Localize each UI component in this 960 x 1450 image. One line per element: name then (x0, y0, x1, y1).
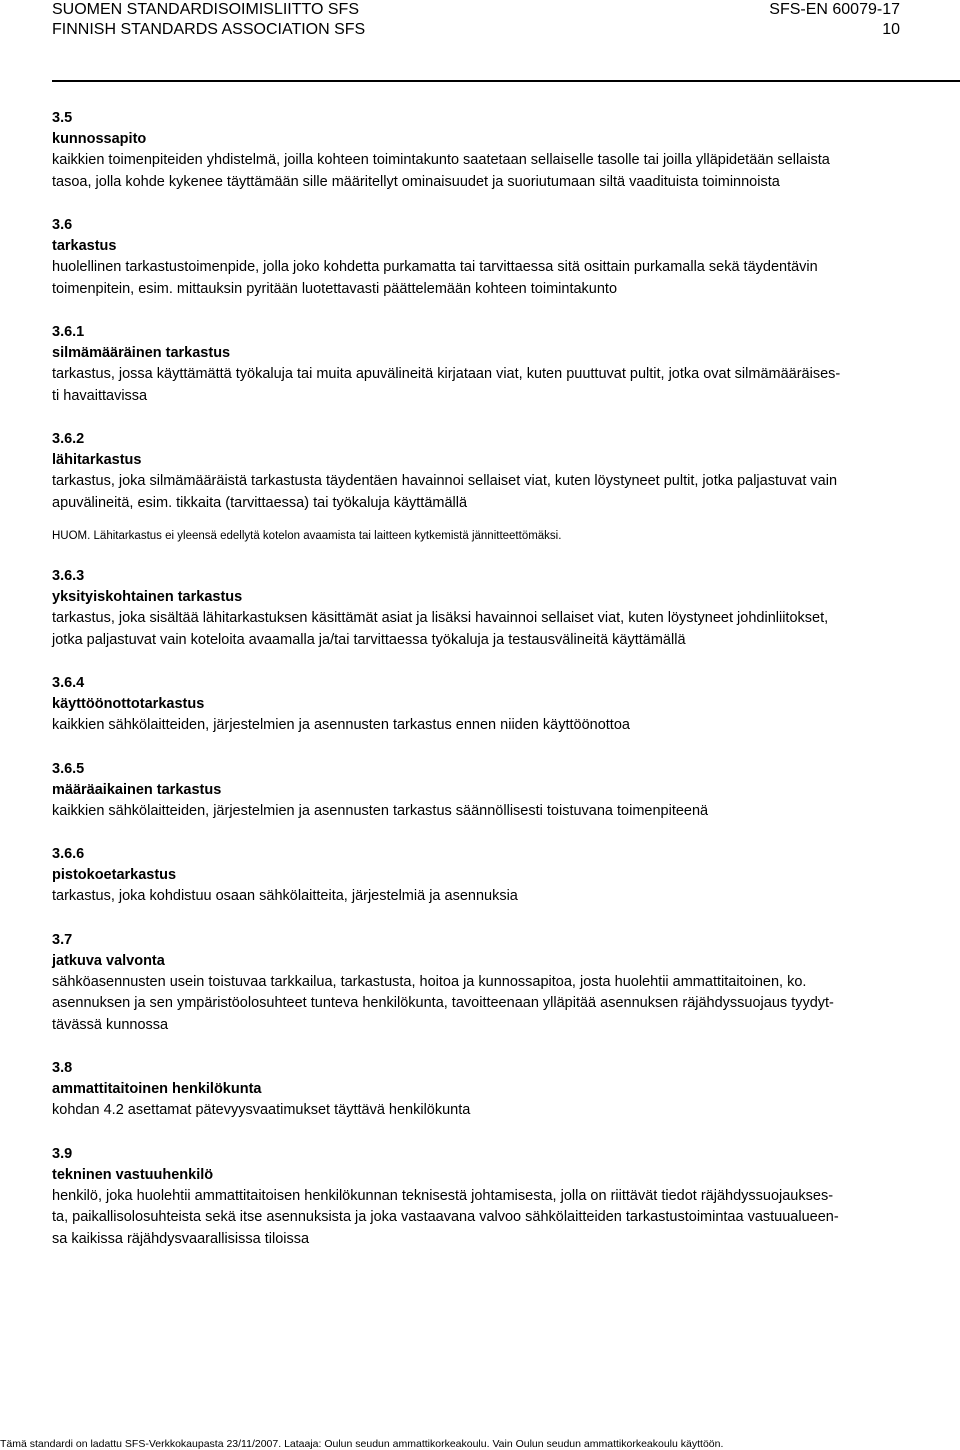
term-name: jatkuva valvonta (52, 952, 165, 969)
definition-line: ta, paikallisolosuhteista sekä itse asennuksista ja joka vastaavana valvoo sähkölaitteiden tarkastustoimintaa vastuualueen- (52, 1209, 839, 1225)
term-name: käyttöönottotarkastus (52, 696, 205, 712)
term-name: tarkastus (52, 238, 117, 254)
header-row-1 (52, 0, 900, 20)
definition-line: huolellinen tarkastustoimenpide, jolla joko kohdetta purkamatta tai tarvittaessa sitä osittain purkamalla sekä täydentävin (52, 259, 818, 275)
definition-line: sa kaikissa räjähdysvaarallisissa tiloissa (52, 1230, 310, 1247)
definition-line: toimenpitein, esim. mittauksin pyritään luotettavasti päättelemään kohteen toimintakunto (52, 280, 618, 297)
term-definition (52, 608, 958, 651)
definition-line: kaikkien toimenpiteiden yhdistelmä, joilla kohteen toimintakunto saatetaan sellaiselle tasolle tai joilla ylläpidetään sellaista (52, 152, 830, 168)
term-entry-3-9 (52, 1144, 958, 1251)
term-number: 3.9 (52, 1145, 73, 1162)
term-entry-3-6-1 (52, 322, 958, 407)
definition-line: kaikkien sähkölaitteiden, järjestelmien ja asennusten tarkastus ennen niiden käyttöönottoa (52, 717, 630, 733)
term-name: lähitarkastus (52, 452, 142, 468)
term-definition (52, 1100, 958, 1122)
term-number: 3.6 (52, 217, 73, 233)
document-body (52, 108, 958, 1272)
term-entry-3-5 (52, 108, 958, 193)
term-entry-3-6-6 (52, 844, 958, 908)
organization-name-en: FINNISH STANDARDS ASSOCIATION SFS (52, 21, 366, 38)
definition-line: tarkastus, joka kohdistuu osaan sähkölaitteita, järjestelmiä ja asennuksia (52, 888, 518, 904)
term-number: 3.6.6 (52, 846, 85, 862)
term-entry-3-6 (52, 215, 958, 300)
term-definition (52, 715, 958, 737)
definition-line: sähköasennusten usein toistuvaa tarkkailua, tarkastusta, hoitoa ja kunnossapitoa, josta huolehtii ammattitaitoinen, ko. (52, 973, 807, 990)
term-note: HUOM. Lähitarkastus ei yleensä edellytä kotelon avaamista tai laitteen kytkemistä jännitteettömäksi. (52, 530, 562, 542)
term-definition (52, 886, 958, 908)
term-number: 3.6.2 (52, 431, 85, 447)
download-footer: Tämä standardi on ladattu SFS-Verkkokaupasta 23/11/2007. Lataaja: Oulun seudun ammattikorkeakoulu. Vain Oulun seudun ammattikorkeakoulu käyttöön. (0, 1438, 724, 1450)
term-name: silmämääräinen tarkastus (52, 345, 231, 361)
term-entry-3-6-4 (52, 673, 958, 737)
term-definition (52, 801, 958, 823)
definition-line: ti havaittavissa (52, 387, 148, 404)
term-number: 3.7 (52, 931, 73, 948)
page-number: 10 (882, 21, 900, 38)
definition-line: tarkastus, jossa käyttämättä työkaluja tai muita apuvälineitä kirjataan viat, kuten puuttuvat pultit, jotka ovat silmämääräises- (52, 366, 841, 382)
term-name: kunnossapito (52, 131, 147, 147)
term-name: pistokoetarkastus (52, 867, 177, 883)
term-number: 3.8 (52, 1060, 73, 1076)
definition-line: jotka paljastuvat vain koteloita avaamalla ja/tai tarvittaessa työkaluja ja testausvälineitä käyttämällä (52, 631, 686, 648)
definition-line: apuvälineitä, esim. tikkaita (tarvittaessa) tai työkaluja käyttämällä (52, 494, 468, 511)
term-number: 3.6.4 (52, 675, 85, 691)
term-number: 3.6.5 (52, 760, 85, 777)
definition-line: tasoa, jolla kohde kykenee täyttämään sille määritellyt ominaisuudet ja suoriutumaan siltä vaadituista toiminnoista (52, 173, 780, 190)
term-definition (52, 471, 958, 514)
term-name: ammattitaitoinen henkilökunta (52, 1081, 262, 1097)
term-entry-3-6-5 (52, 759, 958, 823)
definition-line: kaikkien sähkölaitteiden, järjestelmien ja asennusten tarkastus säännöllisesti toistuvana toimenpiteenä (52, 802, 709, 819)
definition-line: tarkastus, joka sisältää lähitarkastuksen käsittämät asiat ja lisäksi havainnoi sellaiset viat, kuten löystyneet johdinliitokset, (52, 610, 829, 626)
organization-name-fi: SUOMEN STANDARDISOIMISLIITTO SFS (52, 1, 359, 18)
term-definition (52, 257, 958, 300)
term-definition (52, 150, 958, 193)
term-entry-3-7 (52, 930, 958, 1037)
term-name: määräaikainen tarkastus (52, 781, 222, 798)
term-name: yksityiskohtainen tarkastus (52, 589, 243, 605)
term-entry-3-6-2 (52, 429, 958, 544)
definition-line: tarkastus, joka silmämääräistä tarkastusta täydentäen havainnoi sellaiset viat, kuten löystyneet pultit, jotka paljastuvat vain (52, 473, 838, 489)
definition-line: kohdan 4.2 asettamat pätevyysvaatimukset täyttävä henkilökunta (52, 1102, 471, 1118)
definition-line: tävässä kunnossa (52, 1016, 169, 1033)
term-number: 3.6.3 (52, 568, 85, 584)
term-definition (52, 1186, 958, 1251)
definition-line: asennuksen ja sen ympäristöolosuhteet tunteva henkilökunta, tavoitteenaan ylläpitää asennuksen räjähdyssuojaus tyydyt- (52, 995, 834, 1011)
header-row-2 (52, 20, 900, 40)
term-name: tekninen vastuuhenkilö (52, 1166, 214, 1183)
page-header (52, 0, 900, 40)
term-entry-3-8 (52, 1058, 958, 1122)
term-entry-3-6-3 (52, 566, 958, 651)
term-number: 3.5 (52, 110, 73, 126)
definition-line: henkilö, joka huolehtii ammattitaitoisen henkilökunnan teknisestä johtamisesta, jolla on riittävät tiedot räjähdyssuojaukses- (52, 1187, 834, 1204)
standard-number: SFS-EN 60079-17 (769, 1, 900, 18)
term-definition (52, 364, 958, 407)
term-definition (52, 972, 958, 1037)
header-divider (52, 80, 960, 82)
term-number: 3.6.1 (52, 324, 85, 340)
